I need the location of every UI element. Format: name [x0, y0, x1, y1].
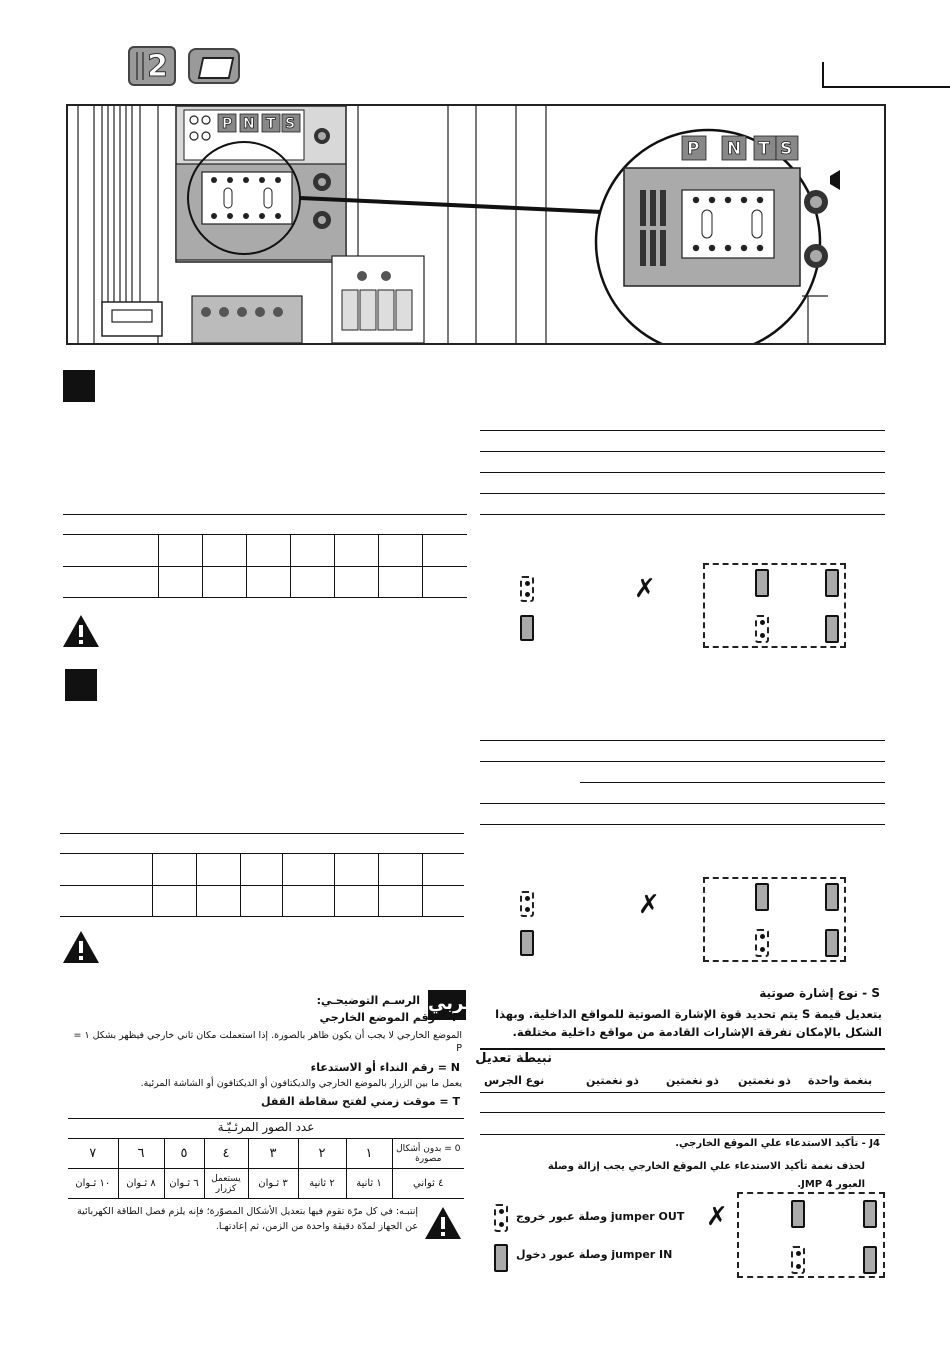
warning-icon	[424, 1206, 462, 1240]
legend-table-head: 0 = بدون أشكال مصورة	[392, 1139, 464, 1169]
warning-icon	[62, 930, 100, 964]
bell-col: بنغمة واحدة	[808, 1074, 873, 1087]
legend-table	[68, 1138, 464, 1199]
svg-text:S: S	[780, 139, 793, 159]
warning-icon	[62, 614, 100, 648]
legend-table-cell: ١ ثانية	[346, 1169, 392, 1199]
legend-warning-text: إنتبـه: في كل مرّة تقوم فيها بتعديل الأشكال المصوّرة؛ فإنه يلزم فصل الطاقة الكهربائية عن الجهاز لمدّة دقيقة واحدة من الزمن، ثم إعادتهـا.	[77, 1206, 418, 1232]
cross-icon: ✗	[706, 1202, 728, 1232]
left-table-2	[60, 853, 464, 917]
svg-text:N: N	[727, 139, 742, 159]
jumper-open	[520, 576, 534, 602]
legend-table-head: ١	[346, 1139, 392, 1169]
header-corner-rule	[822, 86, 950, 88]
bell-col: ذو نغمتين	[586, 1074, 639, 1087]
section-number-badge	[128, 46, 176, 86]
legend-title: الرسـم التوضيحـي:	[316, 994, 420, 1007]
section-number: 2	[147, 48, 168, 84]
device-icon	[188, 48, 240, 84]
fig-label-s: S	[285, 116, 296, 132]
section-marker-1	[63, 370, 95, 402]
svg-text:P: P	[687, 139, 700, 159]
jumper-open	[520, 891, 534, 917]
right-rule	[480, 472, 885, 473]
legend-table-head: ٤	[204, 1139, 248, 1169]
jumper-set-box	[737, 1192, 885, 1278]
legend-table-head: ٣	[248, 1139, 298, 1169]
jumper-set-box	[703, 877, 846, 962]
legend-n: N = رقم النداء أو الاستدعاء	[310, 1061, 460, 1074]
jumper-in-label: jumper IN وصلة عبور دخول	[516, 1248, 673, 1261]
legend-table-title: عدد الصور المرئـيّـة	[217, 1120, 315, 1134]
legend-table-rule	[68, 1118, 464, 1119]
j4-title: J4 - تأكيد الاستدعاء علي الموقع الخارجي.	[675, 1138, 880, 1149]
right-rule	[480, 1112, 885, 1113]
bell-table-header	[480, 1072, 885, 1093]
legend-table-cell: ٨ ثـوان	[118, 1169, 164, 1199]
legend-table-cell: ٦ ثـوان	[164, 1169, 204, 1199]
right-rule	[580, 782, 885, 783]
fig-label-p: P	[222, 116, 233, 132]
left-table-1	[63, 534, 467, 598]
right-rule	[480, 1134, 885, 1135]
legend-table-cell: ١٠ ثـوان	[68, 1169, 118, 1199]
legend-t: T = موقت زمني لفتح سقاطة القفل	[261, 1095, 460, 1108]
s-title: S - نوع إشارة صوتية	[759, 986, 880, 1000]
right-rule	[480, 514, 885, 515]
jumper-out-label: jumper OUT وصلة عبور خروج	[516, 1210, 685, 1223]
j4-desc: لحذف نغمة تأكيد الاستدعاء علي الموقع الخارجي يجب إزالة وصلة العبور JMP 4.	[547, 1161, 865, 1190]
legend-table-head: ٦	[118, 1139, 164, 1169]
right-rule	[480, 761, 885, 762]
legend-table-head: ٧	[89, 1146, 97, 1161]
jumper-in-icon	[494, 1244, 508, 1272]
legend-table-head: ٥	[164, 1139, 204, 1169]
fig-label-t: T	[266, 116, 276, 132]
section-marker-2	[65, 669, 97, 701]
bell-col: ذو نغمتين	[666, 1074, 719, 1087]
legend-table-cell: ٤ ثواني	[392, 1169, 464, 1199]
svg-text:T: T	[758, 139, 770, 159]
legend-n-desc: يعمل ما بين الزرار بالموضع الخارجي والديكتافون أو الديكتافون أو الشاشة المرئية.	[140, 1078, 462, 1089]
cross-icon: ✗	[634, 574, 656, 604]
bell-col: نوع الجرس	[484, 1074, 545, 1087]
jumper-out-icon	[494, 1204, 508, 1232]
legend-p-desc: الموضع الخارجي لا يجب أن يكون ظاهر بالصورة. إذا استعملت مكان ثاني خارجي فيظهر بشكل ١ = P	[73, 1030, 462, 1054]
jumper-closed	[520, 615, 534, 641]
left-rule-2	[60, 833, 464, 834]
right-rule	[480, 451, 885, 452]
left-rule-1	[63, 514, 467, 515]
jumper-closed	[520, 930, 534, 956]
header-corner-vertical	[822, 62, 824, 88]
right-rule	[480, 430, 885, 431]
wiring-illustration	[66, 104, 886, 345]
legend-table-cell: يستعمل كزرار	[204, 1169, 248, 1199]
bell-col: ذو نغمتين	[738, 1074, 791, 1087]
jumper-set-box	[703, 563, 846, 648]
fig-label-n: N	[243, 116, 255, 132]
right-rule	[480, 740, 885, 741]
right-rule	[480, 824, 885, 825]
s-desc: بتعديل قيمة S يتم تحديد قوة الإشارة الصوتية للمواقع الداخلية. وبهذا الشكل بالإمكان تفرقة الإشارات القادمة من مواقع داخلية مختلفة.	[495, 1007, 882, 1039]
right-rule	[480, 493, 885, 494]
legend-table-cell: ٢ ثانية	[298, 1169, 346, 1199]
cross-icon: ✗	[638, 890, 660, 920]
legend-table-cell: ٣ ثـوان	[248, 1169, 298, 1199]
bell-table-title: نبيطة تعديل	[475, 1051, 552, 1066]
legend-p: P = رقم الموضع الخارجي	[319, 1011, 460, 1024]
arabic-language-badge: عربي	[428, 990, 466, 1020]
right-rule	[480, 803, 885, 804]
bell-table-rule	[480, 1048, 885, 1050]
legend-table-head: ٢	[298, 1139, 346, 1169]
